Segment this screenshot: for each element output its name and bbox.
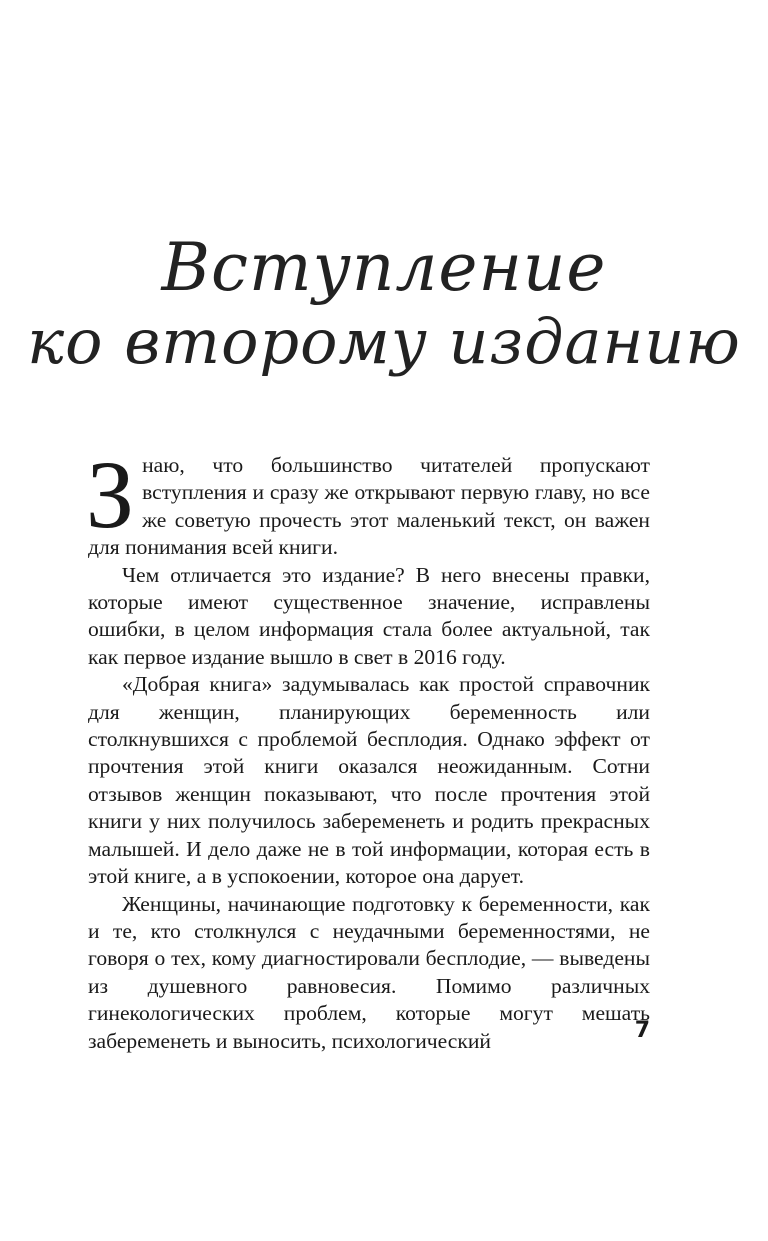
page-number: 7 <box>634 1018 650 1043</box>
chapter-title-line-2: ко второму изданию <box>27 305 741 378</box>
paragraph-2: Чем отличается это издание? В него внесены правки, которые имеют существенное значение, исправлены ошибки, в целом информация стала более актуальной, так как первое издание вышло в свет в 2016 году. <box>88 562 650 669</box>
body-text <box>86 441 650 1055</box>
paragraph-4: Женщины, начинающие подготовку к беременности, как и те, кто столкнулся с неудачными беременностями, не говоря о тех, кому диагностировали бесплодие, — выведены из душевного равновесия. Помимо различных гинекологических проблем, которые могут мешать забеременеть и выносить, психологический <box>88 891 650 1053</box>
paragraph-1 <box>86 441 650 562</box>
paragraph-1-text: наю, что большинство читателей пропускают вступления и сразу же открывают первую главу, но все же советую прочесть этот маленький текст, он важен для понимания всей книги. <box>88 453 650 560</box>
chapter-title-line-1: Вступление <box>161 229 607 306</box>
drop-cap: З <box>86 441 135 548</box>
paragraph-3: «Добрая книга» задумывалась как простой справочник для женщин, планирующих беременность или столкнувшихся с проблемой бесплодия. Однако эффект от прочтения этой книги оказался неожиданным. Сотни отзывов женщин показывают, что после прочтения этой книги у них получилось забеременеть и родить прекрасных малышей. И дело даже не в той информации, которая есть в этой книге, а в успокоении, которое она дарует. <box>88 672 650 889</box>
